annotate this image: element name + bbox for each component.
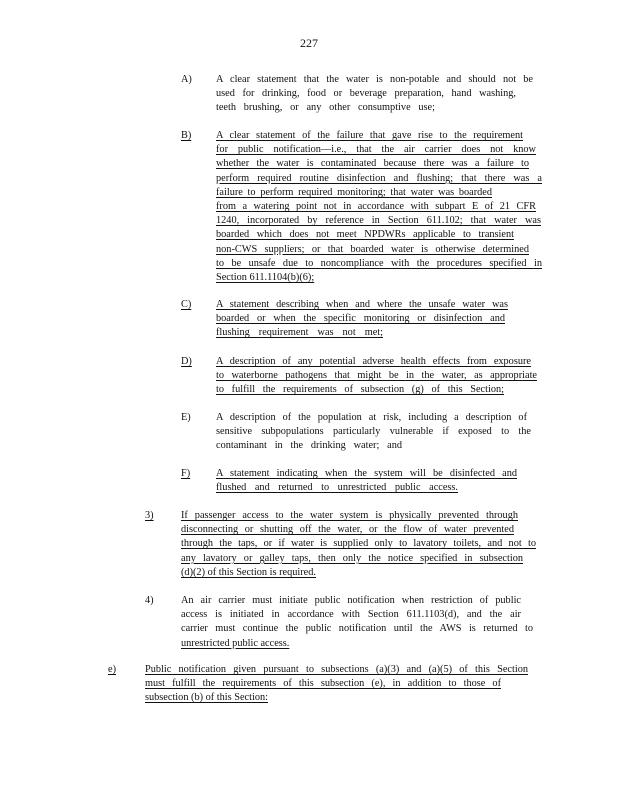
item-3-line: If passenger access to the water system is physically prevented through <box>181 510 518 521</box>
item-3-line: disconnecting or shutting off the water, or the flow of water prevented <box>181 524 514 536</box>
item-a-line: A clear statement that the water is non-potable and should not be <box>216 74 533 85</box>
item-e-marker: E) <box>181 412 191 423</box>
item-a-line: used for drinking, food or beverage preparation, hand washing, <box>216 88 516 100</box>
item-a-marker: A) <box>181 74 192 85</box>
item-4-line: carrier must continue the public notification until the AWS is returned to <box>181 623 533 635</box>
item-e-sub-marker: e) <box>108 664 116 675</box>
item-e-line: sensitive subpopulations particularly vulnerable if exposed to the <box>216 426 531 438</box>
item-e-sub-line: must fulfill the requirements of this subsection (e), in addition to those of <box>145 678 501 690</box>
item-c-line: flushing requirement was not met; <box>216 327 383 339</box>
item-b-line: from a watering point not in accordance with subpart E of 21 CFR <box>216 201 536 213</box>
item-e-line: A description of the population at risk, including a description of <box>216 412 527 423</box>
item-4-line: unrestricted public access. <box>181 637 290 649</box>
item-e-line: contaminant in the drinking water; and <box>216 440 402 452</box>
item-b-marker: B) <box>181 130 192 141</box>
item-c-marker: C) <box>181 299 192 310</box>
item-b-line: 1240, incorporated by reference in Section 611.102; that water was <box>216 215 541 227</box>
item-3-line: any lavatory or galley taps, then only the notice specified in subsection <box>181 552 523 564</box>
item-4-marker: 4) <box>145 595 154 606</box>
item-b-line: Section 611.1104(b)(6); <box>216 272 315 284</box>
item-b-line: A clear statement of the failure that gave rise to the requirement <box>216 130 523 141</box>
item-3-marker: 3) <box>145 510 154 521</box>
item-4-line: An air carrier must initiate public notification when restriction of public <box>181 595 521 606</box>
item-b-line: to be unsafe due to noncompliance with the procedures specified in <box>216 257 542 269</box>
item-d-line: to waterborne pathogens that might be in the water, as appropriate <box>216 370 537 382</box>
item-a-line: teeth brushing, or any other consumptive use; <box>216 102 435 114</box>
item-b-line: failure to perform required monitoring; that water was boarded <box>216 186 492 198</box>
item-c-line: boarded or when the specific monitoring or disinfection and <box>216 313 505 325</box>
item-e-sub-line: subsection (b) of this Section: <box>145 692 268 704</box>
item-3-line: through the taps, or if water is supplied only to lavatory toilets, and not to <box>181 538 536 550</box>
item-f-line: flushed and returned to unrestricted public access. <box>216 482 458 494</box>
item-4-line: access is initiated in accordance with Section 611.1103(d), and the air <box>181 609 521 621</box>
item-f-marker: F) <box>181 468 191 479</box>
item-b-line: boarded which does not meet NPDWRs applicable to transient <box>216 229 514 241</box>
item-b-line: perform required routine disinfection and flushing; that there was a <box>216 172 542 184</box>
page-number: 227 <box>300 36 318 50</box>
item-b-line: whether the water is contaminated because there was a failure to <box>216 158 529 170</box>
item-b-line: for public notification—i.e., that the air carrier does not know <box>216 144 536 156</box>
item-d-line: to fulfill the requirements of subsection (g) of this Section; <box>216 384 504 396</box>
item-c-line: A statement describing when and where the unsafe water was <box>216 299 508 310</box>
item-3-line: (d)(2) of this Section is required. <box>181 566 316 578</box>
item-d-line: A description of any potential adverse health effects from exposure <box>216 356 531 367</box>
item-e-sub-line: Public notification given pursuant to subsections (a)(3) and (a)(5) of this Section <box>145 664 528 675</box>
item-d-marker: D) <box>181 356 192 367</box>
item-f-line: A statement indicating when the system will be disinfected and <box>216 468 517 479</box>
item-b-line: non-CWS suppliers; or that boarded water is otherwise determined <box>216 243 529 255</box>
